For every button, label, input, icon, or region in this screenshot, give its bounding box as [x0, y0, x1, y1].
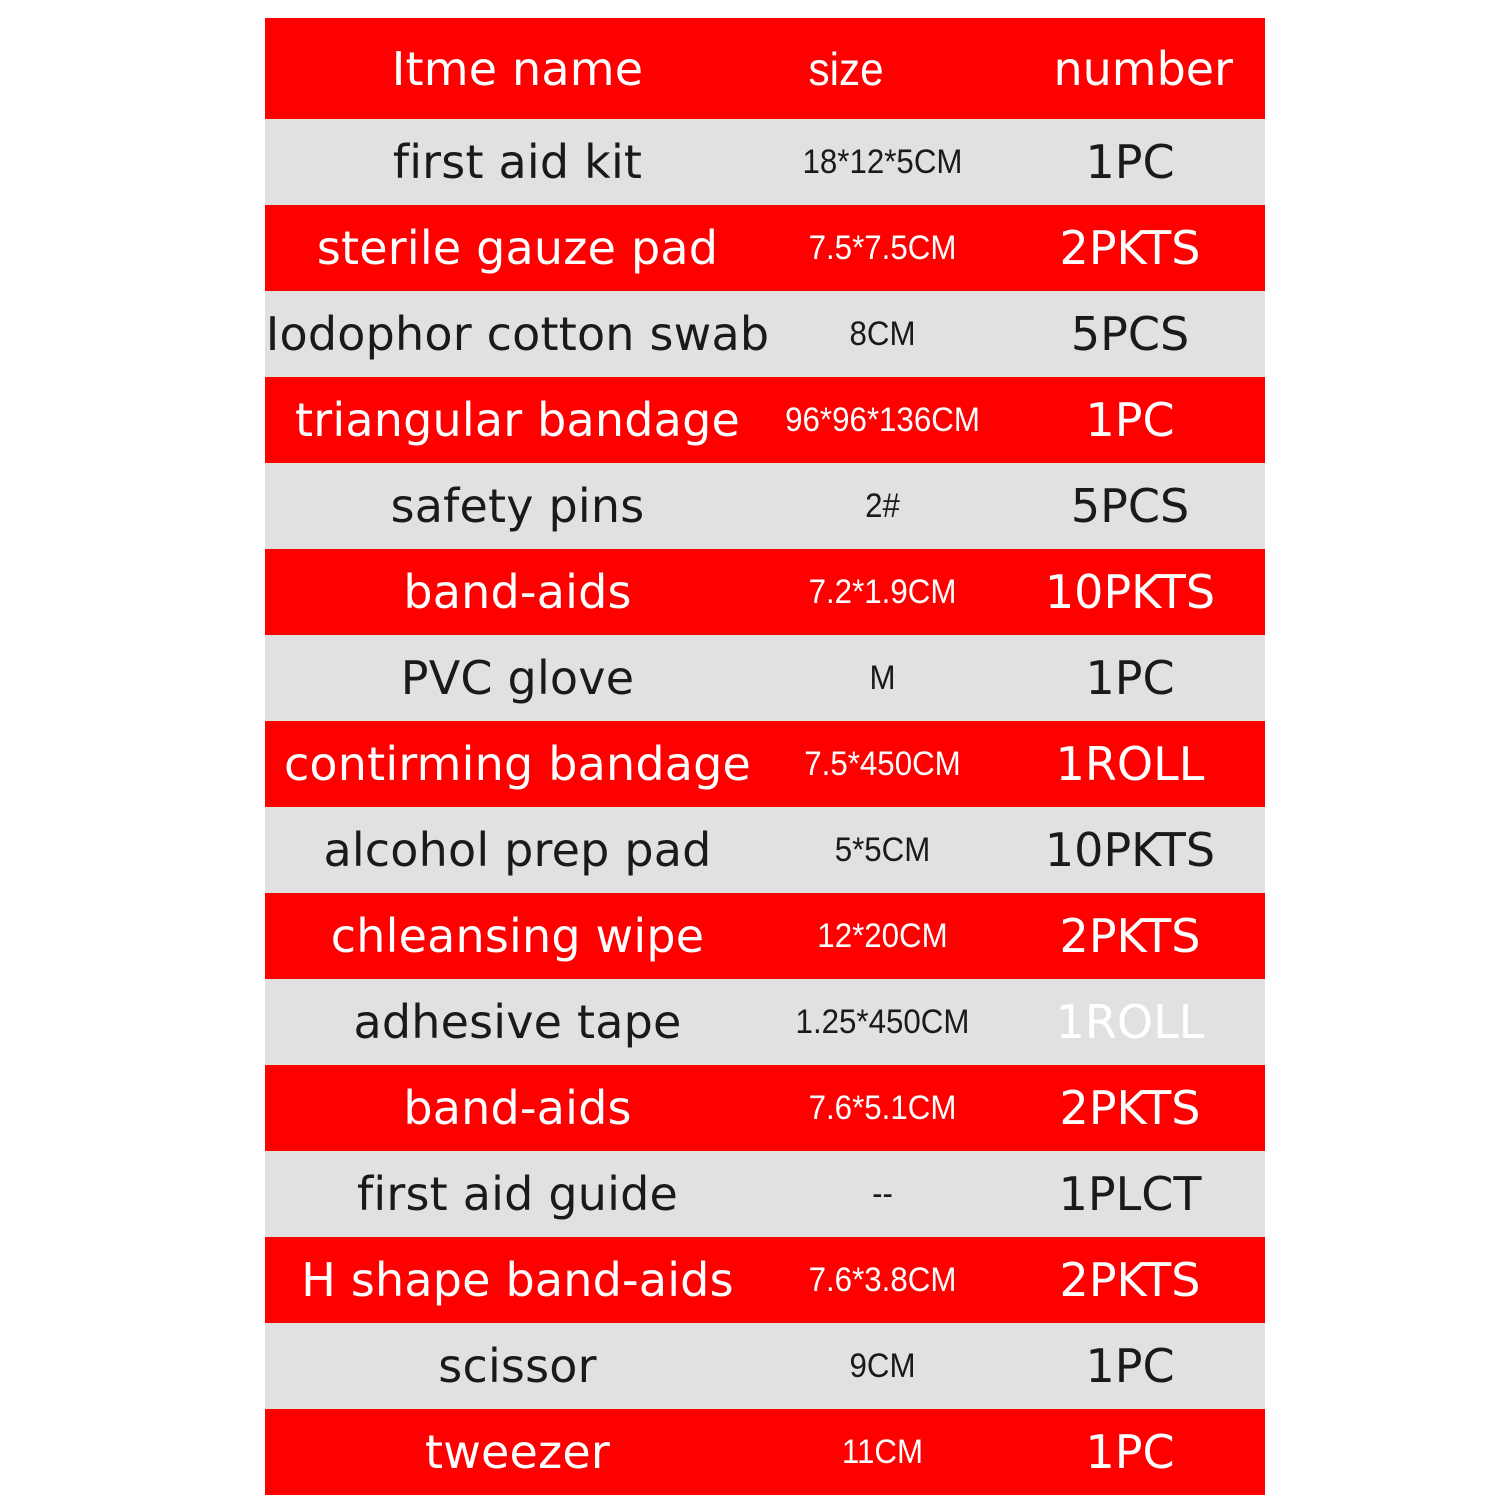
- table-row: [265, 893, 1265, 979]
- item-number: 1PC: [1085, 393, 1175, 447]
- item-name: band-aids: [403, 1081, 632, 1135]
- item-size: 7.2*1.9CM: [808, 572, 957, 611]
- item-number: 10PKTS: [1044, 823, 1216, 877]
- item-number: 1ROLL: [1055, 737, 1205, 791]
- item-number: 2PKTS: [1059, 1081, 1201, 1135]
- item-number: 2PKTS: [1059, 221, 1201, 275]
- item-size: 9CM: [849, 1346, 916, 1385]
- item-number: 5PCS: [1070, 307, 1190, 361]
- item-size: 96*96*136CM: [785, 400, 980, 439]
- item-size: 7.6*5.1CM: [808, 1088, 957, 1127]
- first-aid-kit-table: [265, 18, 1265, 1495]
- header-item-name: Itme name: [391, 41, 644, 96]
- item-size: 8CM: [849, 314, 916, 353]
- item-name: scissor: [438, 1339, 597, 1393]
- header-size: size: [808, 42, 884, 95]
- item-number: 10PKTS: [1044, 565, 1216, 619]
- item-size: M: [869, 658, 896, 697]
- table-row: [265, 979, 1265, 1065]
- item-number: 1PC: [1085, 135, 1175, 189]
- item-size: 7.5*450CM: [804, 744, 961, 783]
- table-header: [265, 18, 1265, 119]
- table-row: [265, 549, 1265, 635]
- item-name: Iodophor cotton swab: [265, 307, 770, 361]
- item-number: 1ROLL: [1055, 995, 1205, 1049]
- item-name: tweezer: [424, 1425, 611, 1479]
- item-name: first aid guide: [357, 1167, 678, 1221]
- item-name: triangular bandage: [295, 393, 740, 447]
- table-row: [265, 807, 1265, 893]
- table-row: [265, 635, 1265, 721]
- item-number: 1PC: [1085, 651, 1175, 705]
- item-name: PVC glove: [400, 651, 635, 705]
- item-number: 1PLCT: [1058, 1167, 1202, 1221]
- table-row: [265, 1065, 1265, 1151]
- table-row: [265, 119, 1265, 205]
- table-row: [265, 721, 1265, 807]
- item-name: H shape band-aids: [301, 1253, 734, 1307]
- item-number: 5PCS: [1070, 479, 1190, 533]
- table-row: [265, 1151, 1265, 1237]
- item-size: 12*20CM: [817, 916, 948, 955]
- item-number: 2PKTS: [1059, 909, 1201, 963]
- item-name: adhesive tape: [353, 995, 682, 1049]
- item-size: 11CM: [841, 1432, 924, 1471]
- table-row: [265, 1237, 1265, 1323]
- item-name: contirming bandage: [283, 737, 752, 791]
- item-name: sterile gauze pad: [316, 221, 719, 275]
- item-size: 5*5CM: [834, 830, 931, 869]
- item-size: --: [872, 1174, 893, 1213]
- item-number: 1PC: [1085, 1425, 1175, 1479]
- header-number: number: [1053, 41, 1233, 96]
- item-size: 18*12*5CM: [802, 142, 963, 181]
- item-size: 7.6*3.8CM: [808, 1260, 957, 1299]
- table-row: [265, 463, 1265, 549]
- item-number: 1PC: [1085, 1339, 1175, 1393]
- table-row: [265, 205, 1265, 291]
- table-row: [265, 1409, 1265, 1495]
- item-name: alcohol prep pad: [323, 823, 712, 877]
- table-row: [265, 377, 1265, 463]
- item-number: 2PKTS: [1059, 1253, 1201, 1307]
- item-name: chleansing wipe: [330, 909, 705, 963]
- table-row: [265, 1323, 1265, 1409]
- item-name: safety pins: [390, 479, 645, 533]
- item-size: 2#: [865, 486, 900, 525]
- item-name: first aid kit: [392, 135, 643, 189]
- item-size: 1.25*450CM: [795, 1002, 970, 1041]
- item-name: band-aids: [403, 565, 632, 619]
- item-size: 7.5*7.5CM: [808, 228, 957, 267]
- table-row: [265, 291, 1265, 377]
